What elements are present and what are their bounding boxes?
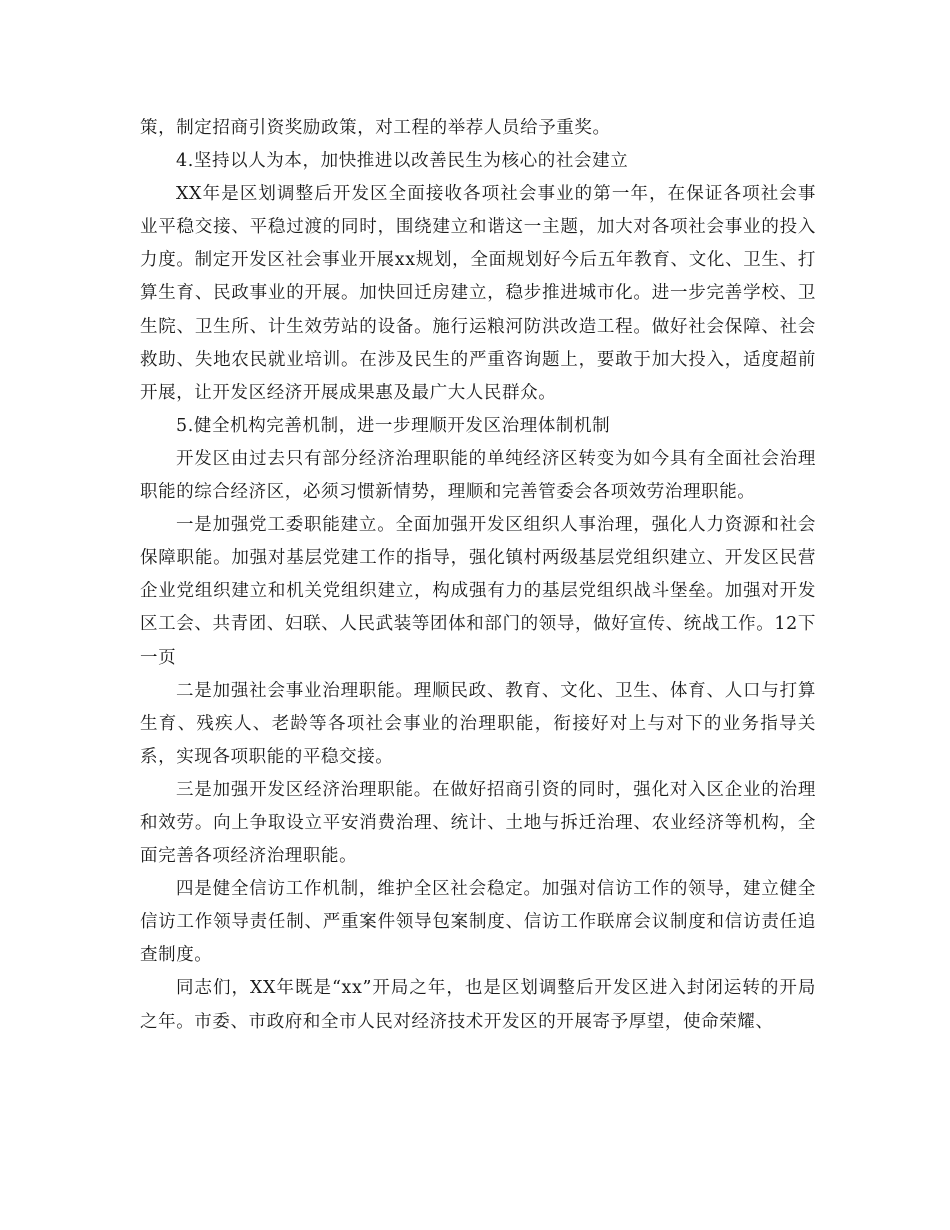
paragraph-7: 二是加强社会事业治理职能。理顺民政、教育、文化、卫生、体育、人口与打算生育、残疾人、老龄等各项社会事业的治理职能，衔接好对上与对下的业务指导关系，实现各项职能的平稳交接。 xyxy=(140,680,816,767)
paragraph-8: 三是加强开发区经济治理职能。在做好招商引资的同时，强化对入区企业的治理和效劳。向上争取设立平安消费治理、统计、土地与拆迁治理、农业经济等机构，全面完善各项经济治理职能。 xyxy=(140,779,816,867)
paragraph-1: 策，制定招商引资奖励政策，对工程的举荐人员给予重奖。 xyxy=(140,118,611,138)
section-heading-4: 4.坚持以人为本，加快推进以改善民生为核心的社会建立 xyxy=(176,151,629,172)
paragraph-10: 同志们，XX年既是“xx”开局之年，也是区划调整后开发区进入封闭运转的开局之年。市委、市政府和全市人民对经济技术开发区的开展寄予厚望，使命荣耀、 xyxy=(140,978,816,1032)
paragraph-9: 四是健全信访工作机制，维护全区社会稳定。加强对信访工作的领导，建立健全信访工作领导责任制、严重案件领导包案制度、信访工作联席会议制度和信访责任追查制度。 xyxy=(140,879,816,966)
paragraph-3: XX年是区划调整后开发区全面接收各项社会事业的第一年，在保证各项社会事业平稳交接、平稳过渡的同时，围绕建立和谐这一主题，加大对各项社会事业的投入力度。制定开发区社会事业开展xx规划，全面规划好今后五年教育、文化、卫生、打算生育、民政事业的开展。加快回迁房建立，稳步推进城市化。进一步完善学校、卫生院、卫生所、计生效劳站的设备。施行运粮河防洪改造工程。做好社会保障、社会救助、失地农民就业培训。在涉及民生的严重咨询题上，要敢于加大投入，适度超前开展，让开发区经济开展成果惠及最广大人民群众。 xyxy=(140,184,816,403)
document-body xyxy=(140,112,816,1039)
paragraph-6: 一是加强党工委职能建立。全面加强开发区组织人事治理，强化人力资源和社会保障职能。加强对基层党建工作的指导，强化镇村两级基层党组织建立、开发区民营企业党组织建立和机关党组织建立，构成强有力的基层党组织战斗堡垒。加强对开发区工会、共青团、妇联、人民武装等团体和部门的领导，做好宣传、统战工作。12下一页 xyxy=(140,515,816,668)
section-heading-5: 5.健全机构完善机制，进一步理顺开发区治理体制机制 xyxy=(176,415,611,436)
paragraph-5: 开发区由过去只有部分经济治理职能的单纯经济区转变为如今具有全面社会治理职能的综合经济区，必须习惯新情势，理顺和完善管委会各项效劳治理职能。 xyxy=(140,448,816,503)
